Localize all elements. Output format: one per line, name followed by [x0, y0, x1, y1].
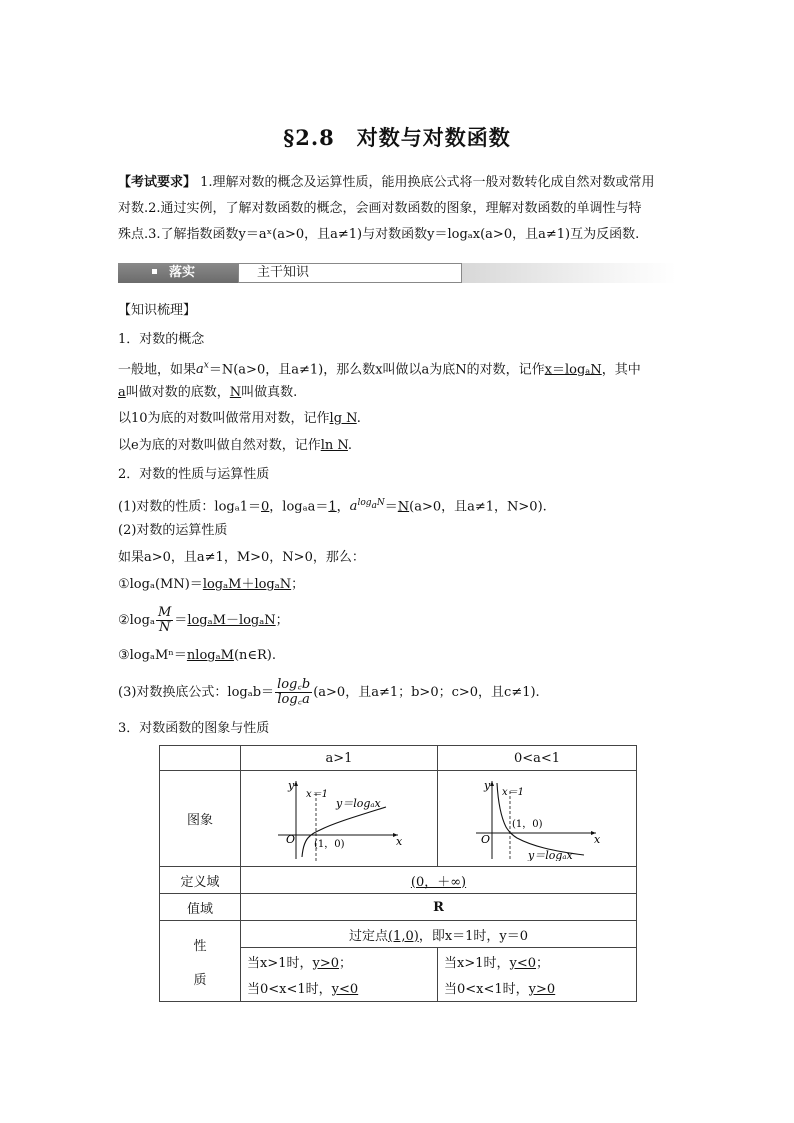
asymptote-label: x＝1	[306, 788, 329, 800]
text: 以e为底的对数叫做自然对数，记作	[118, 438, 321, 453]
y-arrow-icon	[490, 781, 494, 786]
requirement-line-1	[118, 170, 678, 196]
answer-a: a	[118, 385, 126, 400]
y-arrow-icon	[294, 781, 298, 786]
banner-right-label: 主干知识	[257, 265, 310, 280]
section-banner	[118, 263, 676, 283]
text: $a^x$	[196, 361, 209, 378]
answer-rule-2: logₐM－logₐN	[187, 613, 276, 628]
row-label-graph: 图象	[160, 771, 241, 867]
text: 当x>1时，	[444, 955, 510, 971]
requirement-text: 1.理解对数的概念及运算性质，能用换底公式将一般对数转化成自然对数或常用	[200, 175, 655, 190]
text: 当0<x<1时，	[444, 982, 529, 998]
text: ，logₐa＝	[269, 499, 329, 515]
text: 以10为底的对数叫做常用对数，记作	[118, 411, 330, 426]
text: ＝N(a>0，且a≠1)，那么数x叫做以a为底N的对数，记作	[208, 362, 545, 378]
properties-char-2: 质	[193, 972, 207, 988]
text: .	[356, 411, 361, 426]
text: (1)对数的性质：logₐ1＝	[118, 499, 262, 515]
y-axis-label: y	[484, 778, 491, 792]
graph-a-lt-1	[438, 771, 637, 867]
header-a-lt-1: 0<a<1	[438, 746, 637, 771]
banner-fade	[462, 263, 676, 283]
text: (n∈R).	[233, 648, 276, 663]
s1-line3	[118, 409, 361, 429]
banner-dark-part	[118, 263, 238, 283]
domain-value: (0，＋∞)	[410, 874, 467, 890]
row-label-domain: 定义域	[160, 867, 241, 894]
text: ；	[339, 955, 353, 971]
log-function-table	[159, 745, 637, 1002]
s3-title: 3．对数函数的图象与性质	[118, 721, 270, 736]
rule-3	[118, 646, 276, 666]
row-label-range: 值域	[160, 894, 241, 921]
origin-label: O	[286, 832, 296, 846]
text: 当0<x<1时，	[247, 982, 332, 998]
gt1-x-lt-1	[241, 975, 438, 1002]
text: (3)对数换底公式：logₐb＝	[118, 685, 275, 700]
s1-title: 1．对数的概念	[118, 332, 205, 347]
banner-light-part	[238, 263, 462, 283]
answer-rule-3: nlogₐM	[186, 648, 234, 663]
rule-2	[118, 606, 289, 635]
corner-cell	[160, 746, 241, 771]
range-cell	[241, 894, 637, 921]
answer-n-identity: N	[397, 499, 410, 515]
square-icon	[152, 269, 157, 274]
requirement-line-3: 殊点.3.了解指数函数y＝aˣ(a>0，且a≠1)与对数函数y＝logₐx(a>0，且a≠1)互为反函数.	[118, 227, 640, 242]
text: 叫做对数的底数，	[125, 385, 230, 400]
curve-label: y＝logₐx	[528, 848, 573, 861]
header-a-gt-1: a>1	[241, 746, 438, 771]
text: 当x>1时，	[247, 955, 313, 971]
graph-svg-decreasing	[472, 777, 602, 861]
point-label: (1，0)	[512, 818, 543, 830]
properties-char-1: 性	[193, 938, 207, 954]
answer-y-gt-0-b: y>0	[528, 982, 556, 998]
denominator: log꜀a	[277, 692, 310, 707]
range-value: R	[433, 899, 444, 915]
answer-0: 0	[261, 499, 270, 515]
s2-line3: 如果a>0，且a≠1，M>0，N>0，那么：	[118, 550, 365, 565]
answer-y-gt-0: y>0	[312, 955, 340, 971]
denominator: N	[158, 620, 171, 635]
s2-line1	[118, 493, 547, 517]
text: ，即x＝1时，y＝0	[418, 928, 529, 944]
requirement-line-2: 对数.2.通过实例，了解对数函数的概念，会画对数函数的图象，理解对数函数的单调性与特	[118, 201, 642, 216]
answer-y-lt-0: y<0	[509, 955, 537, 971]
s1-line2	[118, 383, 297, 403]
fraction	[156, 606, 173, 635]
text: ；	[275, 613, 289, 628]
answer-rule-1: logₐM＋logₐN	[202, 577, 292, 592]
domain-cell	[241, 867, 637, 894]
banner-left-label: 落实	[169, 265, 196, 280]
text: ＝	[174, 613, 188, 628]
knowledge-header: 【知识梳理】	[118, 303, 197, 318]
text: (a>0，且a≠1；b>0；c>0，且c≠1).	[313, 685, 540, 700]
lt1-x-gt-1	[438, 948, 637, 975]
answer-1: 1	[328, 499, 337, 515]
graph-a-gt-1	[241, 771, 438, 867]
point-label: (1，0)	[314, 838, 345, 850]
text: ＝	[384, 499, 398, 515]
x-axis-label: x	[594, 832, 601, 846]
origin-label: O	[481, 832, 491, 846]
text: 一般地，如果	[118, 362, 197, 378]
asymptote-label: x＝1	[502, 786, 525, 798]
text: ②logₐ	[118, 613, 155, 628]
text: 过定点	[348, 928, 388, 944]
numerator: log꜀b	[277, 677, 311, 692]
rule-1	[118, 575, 304, 595]
s2-title: 2．对数的性质与运算性质	[118, 467, 270, 482]
x-axis-label: x	[396, 834, 403, 848]
s2-line2: (2)对数的运算性质	[118, 523, 228, 538]
numerator: M	[157, 605, 172, 620]
answer-y-lt-0-b: y<0	[331, 982, 359, 998]
fixed-point-cell	[241, 921, 637, 948]
lt1-x-lt-1	[438, 975, 637, 1002]
text: ①logₐ(MN)＝	[118, 577, 203, 592]
answer-n: N	[229, 385, 242, 400]
requirement-tag: 【考试要求】	[118, 175, 197, 190]
text: $a^{log_aN}$	[349, 498, 385, 515]
answer-x-logaN: x＝logₐN	[544, 362, 602, 378]
s1-line1	[118, 356, 641, 380]
answer-lnN: ln N	[320, 438, 348, 453]
page-title: §2.8 对数与对数函数	[283, 125, 511, 150]
change-base-formula	[118, 678, 540, 707]
text: .	[347, 438, 353, 453]
text: (a>0，且a≠1，N>0).	[409, 499, 547, 515]
s1-line4	[118, 436, 352, 456]
text: 叫做真数.	[241, 385, 298, 400]
text: ；	[536, 955, 550, 971]
gt1-x-gt-1	[241, 948, 438, 975]
fixed-point-answer: (1,0)	[387, 928, 419, 944]
fraction	[275, 678, 312, 707]
answer-lgN: lg N	[329, 411, 357, 426]
y-axis-label: y	[288, 778, 295, 792]
curve-label: y＝logₐx	[336, 796, 381, 810]
text: ；	[291, 577, 305, 592]
text: ，	[336, 499, 350, 515]
exam-requirements	[118, 170, 678, 248]
text: ，其中	[601, 362, 641, 378]
text: ③logₐMⁿ＝	[118, 648, 187, 663]
graph-svg-increasing	[274, 777, 404, 861]
row-label-properties	[160, 921, 241, 1002]
